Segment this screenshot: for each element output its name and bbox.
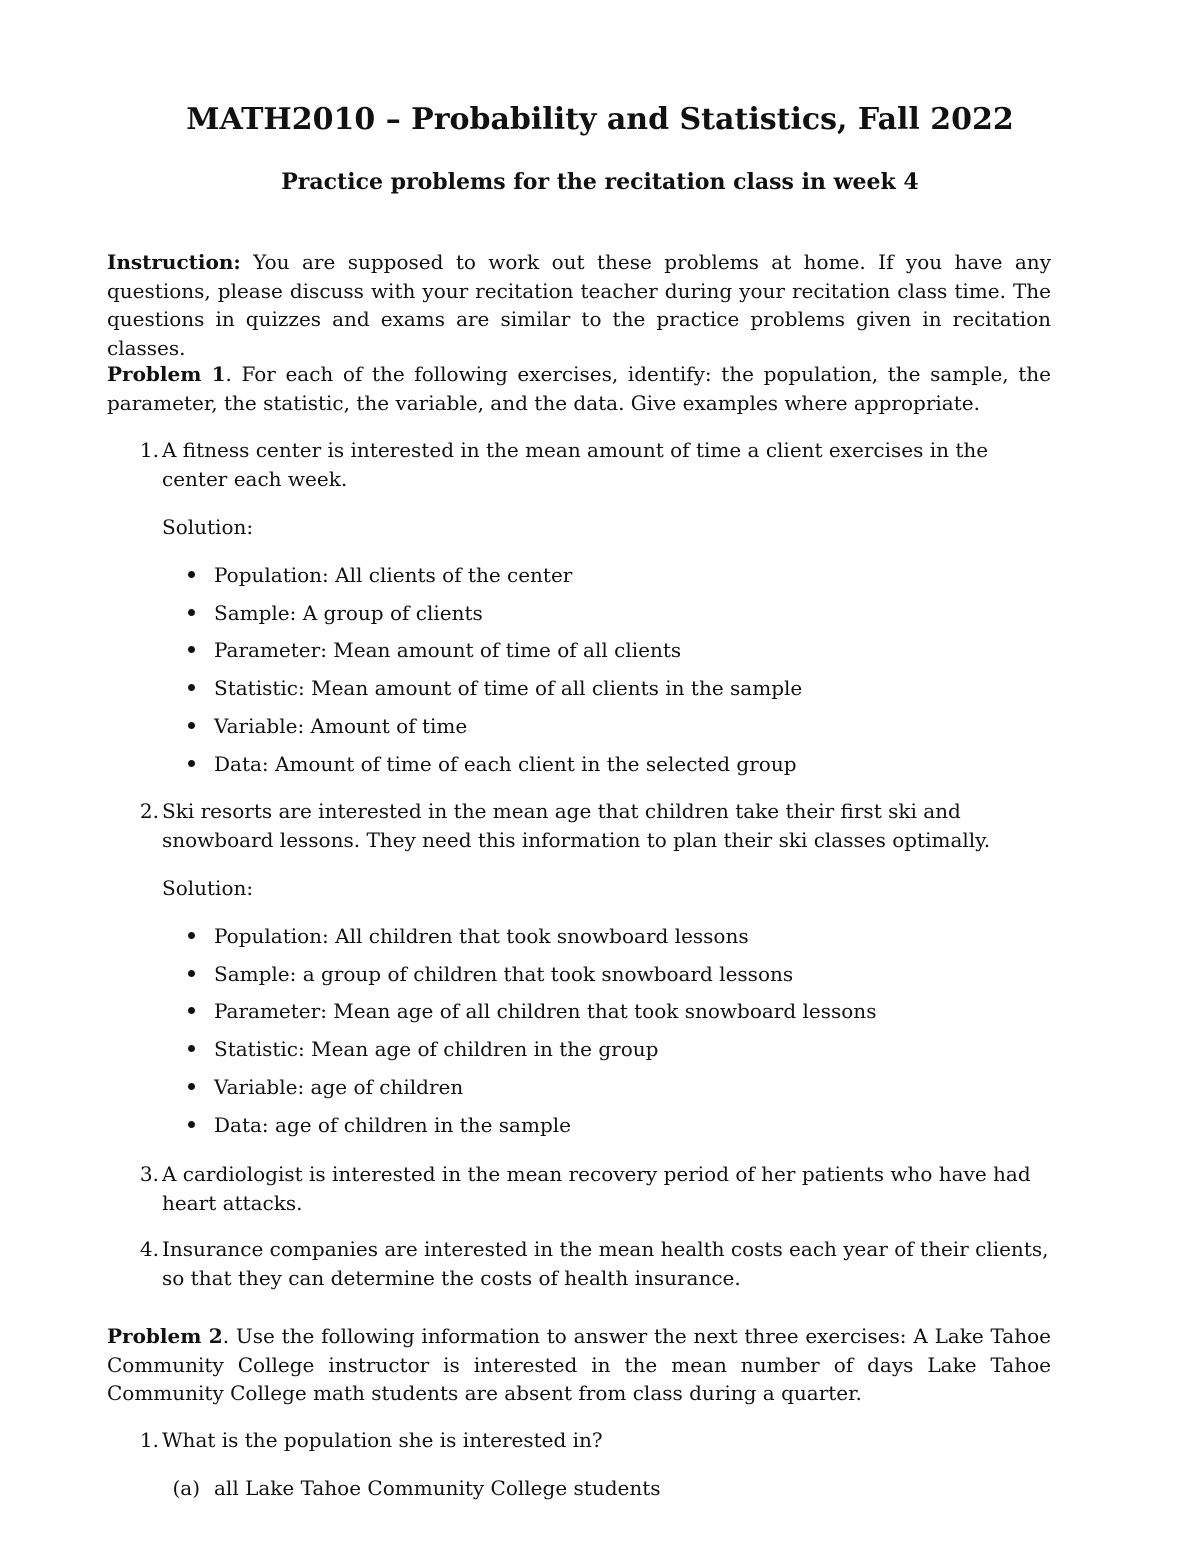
solution-bullet: Parameter: Mean amount of time of all clients (214, 636, 681, 664)
item-text: A fitness center is interested in the mean amount of time a client exercises in the center each week. (162, 438, 989, 491)
solution-label: Solution: (162, 515, 254, 539)
problem-1-item-2 (139, 797, 1051, 854)
bullet-dot (188, 1045, 195, 1052)
option-text: all Lake Tahoe Community College students (214, 1476, 661, 1500)
problem-1-item-4 (139, 1235, 1051, 1292)
bullet-dot (188, 1083, 195, 1090)
solution-bullet: Statistic: Mean amount of time of all clients in the sample (214, 674, 802, 702)
instruction-paragraph (107, 248, 1051, 362)
bullet-dot (188, 571, 195, 578)
item-text: A cardiologist is interested in the mean recovery period of her patients who have had heart attacks. (162, 1162, 1031, 1215)
problem-1-item-1 (139, 436, 1051, 493)
item-text: Insurance companies are interested in the mean health costs each year of their clients, so that they can determine the costs of health insurance. (162, 1237, 1049, 1290)
problem-2-item-1 (139, 1426, 1051, 1455)
solution-bullet: Population: All clients of the center (214, 561, 572, 589)
solution-bullet: Variable: Amount of time (214, 712, 467, 740)
item-text: Ski resorts are interested in the mean age that children take their first ski and snowboard lessons. They need this information to plan their ski classes optimally. (162, 799, 991, 852)
item-number: 4. (139, 1237, 159, 1261)
bullet-dot (188, 722, 195, 729)
answer-option-a (172, 1474, 661, 1502)
instruction-text: You are supposed to work out these problems at home. If you have any questions, please discuss with your recitation teacher during your recitation class time. The questions in quizzes and exams are similar to the practice problems given in recitation classes. (107, 250, 1051, 360)
problem-2-label: Problem 2 (107, 1324, 223, 1348)
item-number: 3. (139, 1162, 159, 1186)
bullet-dot (188, 684, 195, 691)
solution-bullet: Sample: A group of clients (214, 599, 483, 627)
option-label: (a) (172, 1476, 200, 1500)
solution-bullet: Sample: a group of children that took snowboard lessons (214, 960, 793, 988)
solution-label: Solution: (162, 876, 254, 900)
instruction-label: Instruction: (107, 250, 241, 274)
document-subtitle: Practice problems for the recitation class in week 4 (281, 169, 919, 195)
bullet-dot (188, 760, 195, 767)
problem-2-intro-text: . Use the following information to answer the next three exercises: A Lake Tahoe Community College instructor is interested in the mean number of days Lake Tahoe Community College math students are absent from class during a quarter. (107, 1324, 1051, 1405)
bullet-dot (188, 1121, 195, 1128)
solution-bullet: Data: Amount of time of each client in the selected group (214, 750, 797, 778)
solution-bullet: Population: All children that took snowboard lessons (214, 922, 749, 950)
solution-bullet: Parameter: Mean age of all children that took snowboard lessons (214, 997, 876, 1025)
solution-bullet: Statistic: Mean age of children in the group (214, 1035, 658, 1063)
item-number: 2. (139, 799, 159, 823)
document-title: MATH2010 – Probability and Statistics, Fall 2022 (186, 102, 1014, 137)
solution-bullet: Data: age of children in the sample (214, 1111, 571, 1139)
item-number: 1. (139, 438, 159, 462)
bullet-dot (188, 970, 195, 977)
item-number: 1. (139, 1428, 159, 1452)
problem-1-label: Problem 1 (107, 362, 226, 386)
problem-1-item-3 (139, 1160, 1051, 1217)
bullet-dot (188, 932, 195, 939)
solution-bullet: Variable: age of children (214, 1073, 463, 1101)
bullet-dot (188, 609, 195, 616)
bullet-dot (188, 1007, 195, 1014)
problem-2-intro (107, 1322, 1051, 1408)
bullet-dot (188, 646, 195, 653)
problem-1-intro (107, 360, 1051, 417)
problem-1-intro-text: . For each of the following exercises, identify: the population, the sample, the parameter, the statistic, the variable, and the data. Give examples where appropriate. (107, 362, 1051, 415)
item-text: What is the population she is interested in? (162, 1428, 603, 1452)
